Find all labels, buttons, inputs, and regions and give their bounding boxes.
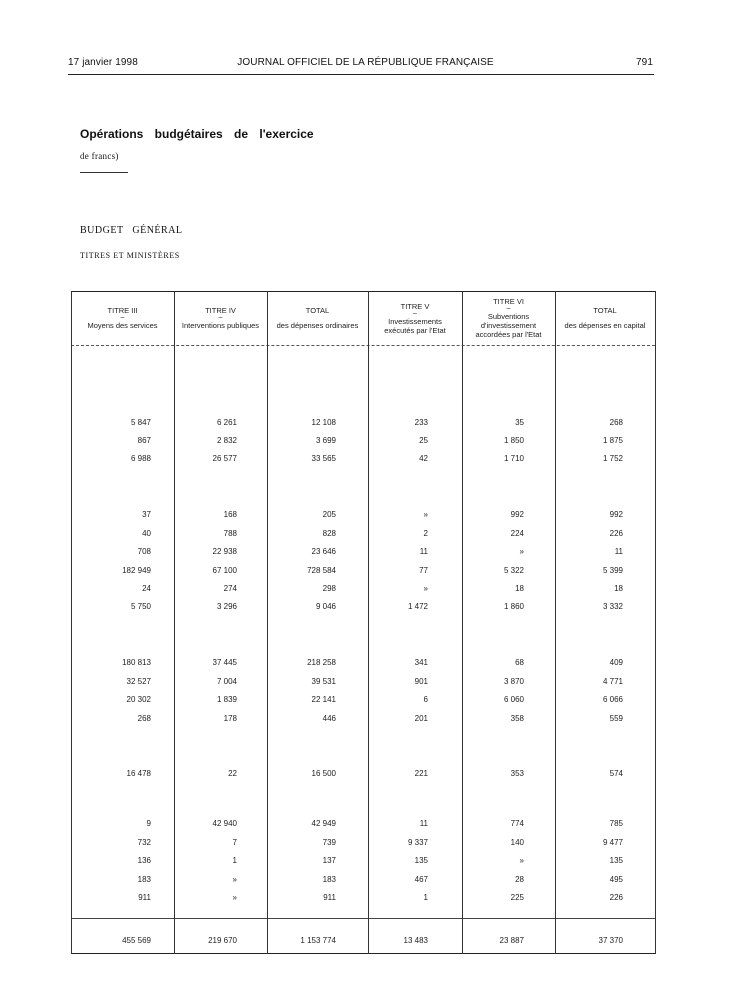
table-cell: 18 [515,584,524,593]
column-header-dash: – [413,309,417,317]
table-cell: 225 [510,893,524,902]
page-subtitle: de francs) [80,151,119,161]
table-cell: 42 949 [311,819,336,828]
column-header-line: TITRE V [400,301,430,311]
table-cell: 67 100 [212,566,237,575]
table-cell: 992 [510,510,524,519]
table-cell: 911 [138,893,151,902]
table-cell: 137 [322,856,336,865]
table-cell: 233 [414,418,428,427]
table-cell: 911 [323,893,336,902]
table-cell: 3 332 [602,602,623,611]
column-header-dash: – [506,305,511,312]
table-cell: » [519,856,524,865]
column-header-titre-iii [71,291,174,345]
table-cell: 732 [137,838,151,847]
table-cell: 68 [515,658,524,667]
column-header-line: TITRE III [107,306,138,315]
table-cell: 1 839 [216,695,237,704]
table-total-cell: 37 370 [598,936,623,945]
table-cell: 22 938 [212,547,237,556]
table-cell: 24 [142,584,151,593]
table-cell: 1 860 [503,602,524,611]
table-cell: 867 [137,436,151,445]
table-cell: 26 577 [212,454,237,463]
table-cell: » [519,547,524,556]
column-divider [368,291,369,954]
table-cell: 33 565 [311,454,336,463]
table-cell: 11 [419,547,428,556]
table-cell: 182 949 [122,566,151,575]
table-cell: 3 870 [503,677,524,686]
page-title: Opérations budgétaires de l'exercice [80,127,314,141]
table-cell: 7 004 [216,677,237,686]
column-header-dash: – [120,314,125,321]
table-cell: » [232,893,237,902]
table-total-cell: 1 153 774 [300,936,336,945]
table-cell: 6 060 [503,695,524,704]
table-cell: » [423,584,428,593]
table-cell: 467 [414,875,428,884]
column-divider [267,291,268,954]
table-cell: 35 [515,418,524,427]
table-cell: 32 527 [126,677,151,686]
table-cell: 2 832 [216,436,237,445]
table-cell: 20 302 [126,695,151,704]
table-cell: 5 750 [130,602,151,611]
table-cell: 135 [414,856,428,865]
table-total-rule [71,918,655,919]
table-cell: 9 477 [602,838,623,847]
table-cell: 495 [609,875,623,884]
table-total-cell: 455 569 [122,936,151,945]
table-cell: 992 [609,510,623,519]
column-header-line: TOTAL [593,306,617,315]
table-cell: 1 472 [407,602,428,611]
column-header-titre-v [368,291,462,345]
column-divider [174,291,175,954]
column-header-line: Subventions [487,312,530,321]
table-cell: 5 322 [503,566,524,575]
column-header-total-capital [555,291,655,345]
table-cell: 11 [614,547,623,556]
table-cell: 221 [414,769,428,778]
table-cell: 22 141 [311,695,336,704]
section-titres-label: TITRES ET MINISTÈRES [80,251,180,260]
column-header-line: Investissements [388,316,442,326]
table-cell: 1 [423,893,428,902]
table-cell: 785 [609,819,623,828]
column-divider [655,291,656,954]
table-cell: 28 [515,875,524,884]
table-total-cell: 219 670 [208,936,237,945]
table-cell: 18 [614,584,623,593]
table-cell: 135 [609,856,623,865]
table-cell: 226 [609,893,623,902]
table-cell: 5 399 [602,566,623,575]
table-cell: 9 046 [315,602,336,611]
header-rule [68,74,654,75]
column-divider [555,291,556,954]
table-cell: 183 [322,875,336,884]
table-cell: 205 [322,510,336,519]
table-cell: 3 296 [216,602,237,611]
table-cell: 201 [414,714,428,723]
table-total-cell: 23 887 [499,936,524,945]
table-cell: » [423,510,428,519]
table-cell: 183 [137,875,151,884]
table-cell: 5 847 [130,418,151,427]
table-cell: 42 940 [212,819,237,828]
column-header-line: des dépenses ordinaires [276,321,359,330]
table-cell: 828 [322,529,336,538]
table-cell: 1 875 [602,436,623,445]
table-cell: 1 850 [503,436,524,445]
table-cell: 774 [510,819,524,828]
table-cell: 224 [510,529,524,538]
title-rule [80,172,128,173]
column-header-titre-iv [174,291,267,345]
budget-table [71,291,655,954]
table-header-rule [71,345,655,346]
table-cell: 9 337 [407,838,428,847]
table-cell: 6 261 [216,418,237,427]
table-cell: 268 [609,418,623,427]
table-cell: 16 478 [126,769,151,778]
table-cell: 226 [609,529,623,538]
table-cell: 901 [414,677,428,686]
table-cell: 788 [223,529,237,538]
column-header-line: des dépenses en capital [564,321,646,330]
table-cell: 268 [137,714,151,723]
column-divider [71,291,72,954]
table-cell: 274 [223,584,237,593]
column-header-line: TOTAL [305,306,330,315]
table-cell: 1 [232,856,237,865]
column-header-line: accordées par l'Etat [475,330,542,339]
column-header-total-ordinaires [267,291,368,345]
table-cell: 140 [510,838,524,847]
table-bottom-rule [71,953,655,954]
header-journal-title: JOURNAL OFFICIEL DE LA RÉPUBLIQUE FRANÇAISE [237,57,494,68]
column-header-line: TITRE IV [205,306,236,315]
column-divider [462,291,463,954]
table-cell: 23 646 [311,547,336,556]
table-cell: 4 771 [602,677,623,686]
table-cell: 559 [609,714,623,723]
table-cell: 446 [322,714,336,723]
header-date: 17 janvier 1998 [68,57,138,68]
table-cell: 298 [322,584,336,593]
table-cell: 39 531 [311,677,336,686]
column-header-line: TITRE VI [493,297,524,306]
table-cell: 218 258 [307,658,336,667]
table-cell: 6 988 [130,454,151,463]
table-cell: 6 [423,695,428,704]
table-cell: 37 [142,510,151,519]
table-cell: » [232,875,237,884]
table-cell: 1 710 [503,454,524,463]
table-cell: 42 [419,454,428,463]
table-cell: 178 [223,714,237,723]
table-cell: 409 [609,658,623,667]
table-total-cell: 13 483 [403,936,428,945]
table-cell: 708 [137,547,151,556]
table-cell: 22 [228,769,237,778]
column-header-line: Interventions publiques [181,321,260,330]
table-cell: 37 445 [212,658,237,667]
table-cell: 574 [609,769,623,778]
table-cell: 3 699 [315,436,336,445]
table-cell: 353 [510,769,524,778]
table-cell: 6 066 [602,695,623,704]
table-cell: 136 [137,856,151,865]
column-header-titre-vi [462,291,555,345]
section-budget-label: BUDGET GÉNÉRAL [80,225,183,236]
table-cell: 168 [223,510,237,519]
table-cell: 40 [142,529,151,538]
table-cell: 11 [419,819,428,828]
page-number: 791 [636,57,653,68]
table-cell: 25 [419,436,428,445]
table-cell: 9 [146,819,151,828]
table-cell: 358 [510,714,524,723]
column-header-dash: – [218,314,223,321]
table-cell: 180 813 [122,658,151,667]
table-cell: 1 752 [602,454,623,463]
table-cell: 2 [423,529,428,538]
table-cell: 341 [414,658,428,667]
table-cell: 77 [419,566,428,575]
column-header-line: d'investissement [480,321,537,330]
column-header-line: Moyens des services [87,321,158,330]
column-header-line: exécutés par l'Etat [384,325,446,335]
table-cell: 16 500 [311,769,336,778]
table-cell: 12 108 [311,418,336,427]
table-cell: 7 [232,838,237,847]
table-cell: 739 [322,838,336,847]
table-cell: 728 584 [307,566,336,575]
